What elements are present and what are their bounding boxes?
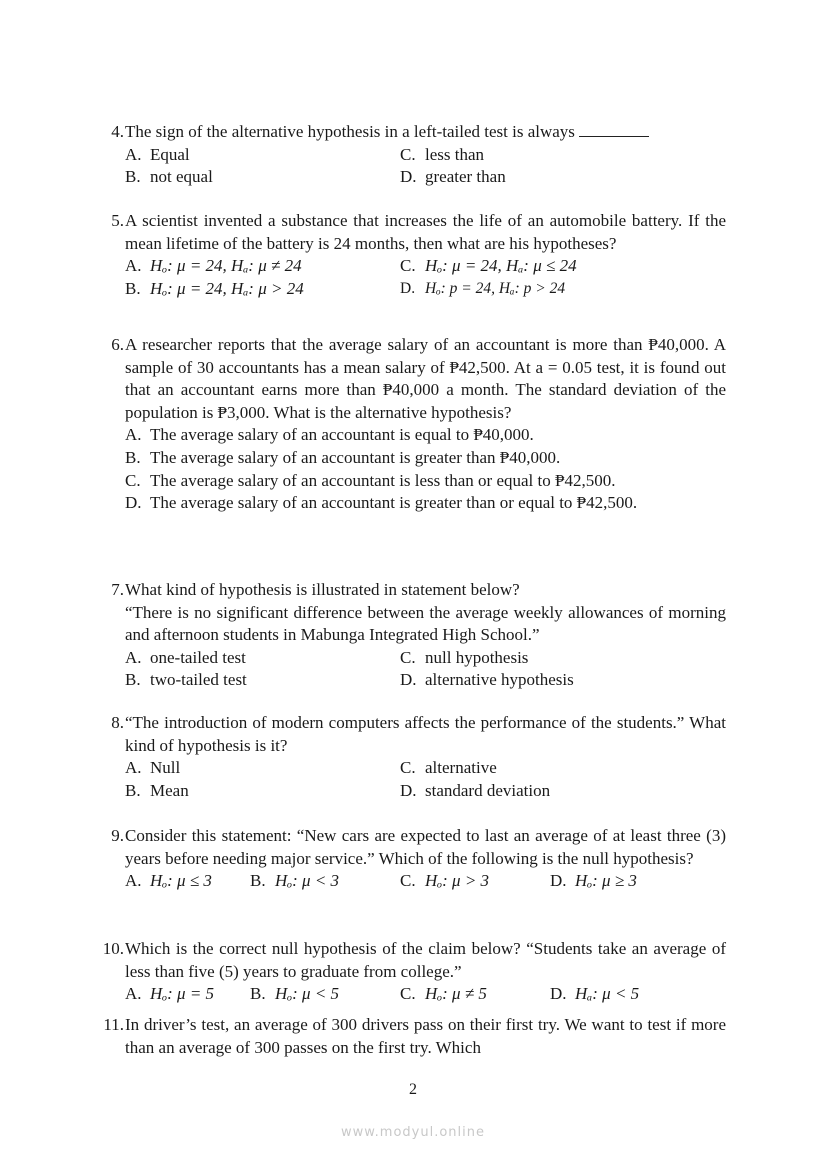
question-7 (98, 579, 726, 692)
option-label: C. (400, 256, 416, 276)
option-c[interactable] (400, 144, 725, 167)
option-label: D. (550, 871, 567, 891)
option-a[interactable] (125, 983, 250, 1006)
option-text: Equal (150, 144, 190, 164)
option-text: less than (425, 144, 485, 164)
option-label: D. (400, 279, 416, 297)
option-label: B. (125, 670, 141, 690)
question-9 (98, 825, 726, 893)
option-b[interactable] (125, 669, 400, 692)
option-b[interactable] (125, 278, 400, 301)
option-text: Hₒ: μ < 3 (275, 871, 340, 891)
question-6 (98, 334, 726, 515)
option-label: A. (125, 871, 142, 891)
option-label: C. (125, 470, 141, 490)
option-text: Hₒ: μ ≤ 3 (150, 871, 212, 891)
option-label: A. (125, 144, 142, 164)
option-d[interactable] (125, 492, 725, 515)
question-text: Consider this statement: “New cars are expected to last an average of at least three (3) years before needing major service.” Which of the following is the null hypothesis? (125, 826, 726, 868)
option-label: A. (125, 758, 142, 778)
option-a[interactable] (125, 255, 400, 278)
options (125, 424, 726, 514)
question-stem (125, 334, 726, 424)
question-stem (125, 825, 726, 870)
option-label: C. (400, 647, 416, 667)
answer-blank (579, 122, 649, 137)
option-label: D. (125, 493, 142, 513)
option-d[interactable] (550, 983, 725, 1006)
option-text: alternative hypothesis (425, 670, 574, 690)
question-number: 4. (111, 122, 124, 141)
option-text: Hₒ: μ = 24, Hₐ: μ ≤ 24 (425, 256, 577, 276)
option-d[interactable] (400, 780, 725, 803)
question-11 (98, 1014, 726, 1059)
option-text: standard deviation (425, 780, 551, 800)
option-label: C. (400, 871, 416, 891)
watermark: www.modyul.online (340, 1125, 486, 1140)
question-number: 7. (111, 580, 124, 599)
option-label: B. (125, 447, 141, 467)
option-label: B. (250, 984, 266, 1004)
option-d[interactable] (550, 870, 725, 893)
option-a[interactable] (125, 870, 250, 893)
option-text: Mean (150, 780, 189, 800)
option-text: Hₒ: μ ≥ 3 (575, 871, 637, 891)
question-text: A researcher reports that the average salary of an accountant is more than ₱40,000. A sample of 30 accountants has a mean salary of ₱42,500. At a = 0.05 test, it is found out that an accountant earns more than ₱40,000 a month. The standard deviation of the population is ₱3,000. What is the alternative hypothesis? (125, 335, 726, 422)
option-c[interactable] (125, 470, 725, 493)
option-c[interactable] (400, 870, 550, 893)
options (125, 144, 726, 189)
question-stem (125, 1014, 726, 1059)
quoted-statement: “There is no significant difference between the average weekly allowances of morning and afternoon students in Mabunga Integrated High School.” (125, 602, 726, 645)
question-number: 8. (111, 713, 124, 732)
option-label: C. (400, 144, 416, 164)
question-number: 10. (102, 939, 124, 958)
question-body (125, 938, 726, 1006)
option-c[interactable] (400, 983, 550, 1006)
option-text: The average salary of an accountant is less than or equal to ₱42,500. (150, 470, 616, 490)
option-label: B. (250, 871, 266, 891)
option-text: Hₒ: μ ≠ 5 (425, 984, 487, 1004)
question-text: The sign of the alternative hypothesis in a left-tailed test is always (125, 122, 575, 141)
question-body (125, 334, 726, 515)
question-stem (125, 210, 726, 255)
question-text: A scientist invented a substance that increases the life of an automobile battery. If the mean lifetime of the battery is 24 months, then what are his hypotheses? (125, 211, 726, 253)
question-text: “The introduction of modern computers affects the performance of the students.” What kind of hypothesis is it? (125, 713, 726, 755)
question-stem (125, 712, 726, 757)
question-body (125, 579, 726, 692)
option-text: The average salary of an accountant is greater than or equal to ₱42,500. (150, 493, 638, 513)
option-text: null hypothesis (425, 647, 529, 667)
question-text: Which is the correct null hypothesis of the claim below? “Students take an average of less than five (5) years to graduate from college.” (125, 939, 726, 981)
options (125, 757, 726, 802)
option-label: D. (400, 780, 417, 800)
option-label: A. (125, 256, 142, 276)
option-text: one-tailed test (150, 647, 246, 667)
option-label: A. (125, 984, 142, 1004)
option-label: D. (550, 984, 567, 1004)
options (125, 255, 726, 300)
option-text: Hₒ: p = 24, Hₐ: p > 24 (425, 279, 566, 297)
question-stem (125, 938, 726, 983)
option-label: A. (125, 647, 142, 667)
option-c[interactable] (400, 647, 725, 670)
option-a[interactable] (125, 647, 400, 670)
option-label: C. (400, 984, 416, 1004)
option-label: A. (125, 425, 142, 445)
option-text: Hₒ: μ = 24, Hₐ: μ ≠ 24 (150, 256, 302, 276)
option-b[interactable] (250, 983, 400, 1006)
option-label: B. (125, 167, 141, 187)
option-b[interactable] (125, 447, 725, 470)
option-text: alternative (425, 758, 497, 778)
option-label: D. (400, 670, 417, 690)
options (125, 647, 726, 692)
option-text: The average salary of an accountant is equal to ₱40,000. (150, 425, 534, 445)
question-body (125, 825, 726, 893)
option-text: Hₒ: μ = 5 (150, 984, 215, 1004)
question-stem (125, 579, 726, 602)
option-b[interactable] (125, 780, 400, 803)
question-body (125, 210, 726, 300)
option-label: C. (400, 758, 416, 778)
option-b[interactable] (125, 166, 400, 189)
option-text: Null (150, 758, 181, 778)
question-8 (98, 712, 726, 802)
option-label: B. (125, 278, 141, 298)
options (125, 870, 726, 893)
question-4 (98, 121, 726, 189)
option-c[interactable] (400, 255, 725, 278)
option-a[interactable] (125, 757, 400, 780)
page-number: 2 (409, 1081, 417, 1098)
question-text: What kind of hypothesis is illustrated in statement below? (125, 580, 520, 599)
question-number: 9. (111, 826, 124, 845)
option-label: B. (125, 780, 141, 800)
question-number: 6. (111, 335, 124, 354)
option-text: Hₒ: μ > 3 (425, 871, 490, 891)
option-a[interactable] (125, 144, 400, 167)
question-body (125, 121, 726, 189)
option-text: not equal (150, 167, 213, 187)
option-d[interactable] (400, 669, 725, 692)
question-5 (98, 210, 726, 300)
option-text: The average salary of an accountant is greater than ₱40,000. (150, 447, 561, 467)
option-text: Hₒ: μ < 5 (275, 984, 340, 1004)
options (125, 983, 726, 1006)
question-10 (98, 938, 726, 1006)
question-text: In driver’s test, an average of 300 drivers pass on their first try. We want to test if more than an average of 300 passes on the first try. Which (125, 1015, 726, 1057)
option-text: greater than (425, 167, 506, 187)
question-body (125, 712, 726, 802)
option-text: Hₐ: μ < 5 (575, 984, 640, 1004)
option-text: Hₒ: μ = 24, Hₐ: μ > 24 (150, 278, 304, 298)
option-text: two-tailed test (150, 670, 247, 690)
option-d[interactable] (400, 166, 725, 189)
option-label: D. (400, 167, 417, 187)
question-body (125, 1014, 726, 1059)
option-c[interactable] (400, 757, 725, 780)
question-number: 11. (103, 1015, 124, 1034)
option-a[interactable] (125, 424, 725, 447)
question-number: 5. (111, 211, 124, 230)
option-b[interactable] (250, 870, 400, 893)
question-stem (125, 121, 726, 144)
option-d[interactable] (400, 278, 725, 301)
